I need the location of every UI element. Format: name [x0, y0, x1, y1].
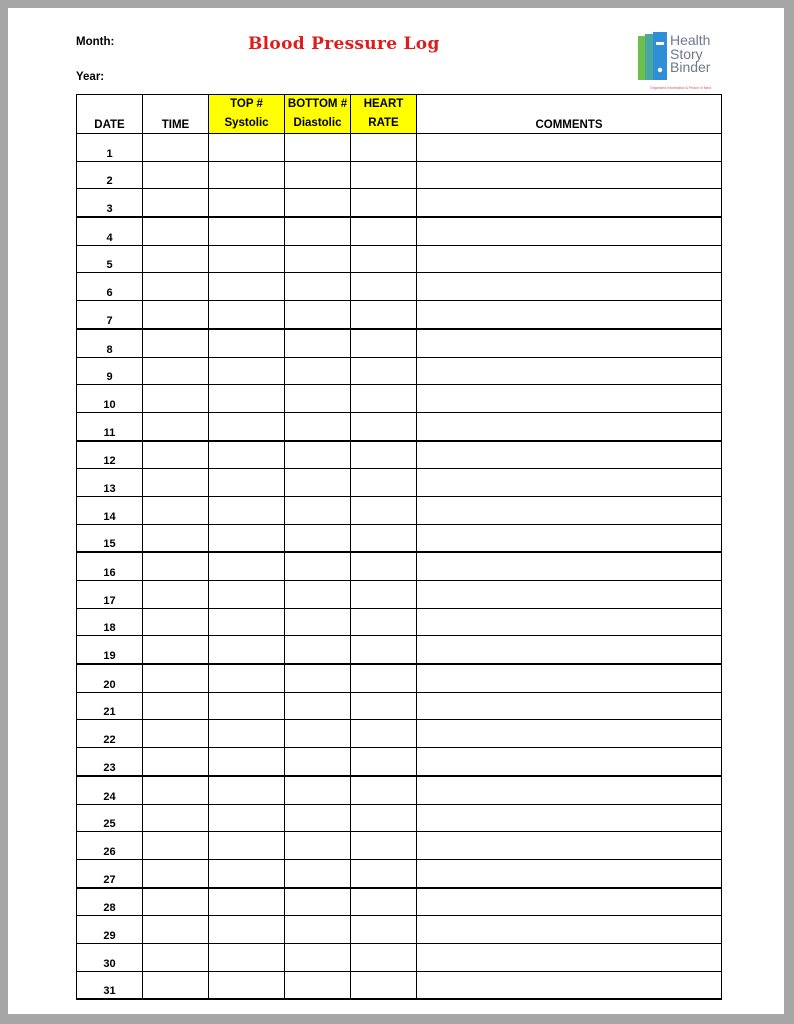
- time-cell[interactable]: [143, 720, 209, 748]
- logo-line-health: Health: [670, 32, 711, 48]
- table-row: [77, 329, 722, 357]
- diastolic-cell[interactable]: [285, 217, 351, 245]
- heart-rate-cell[interactable]: [351, 496, 417, 524]
- comments-cell[interactable]: [417, 943, 722, 971]
- comments-cell[interactable]: [417, 552, 722, 580]
- date-cell: 20: [77, 664, 143, 692]
- col-header-comments: COMMENTS: [417, 95, 722, 134]
- time-cell[interactable]: [143, 832, 209, 860]
- date-cell: 11: [77, 412, 143, 440]
- heart-rate-cell[interactable]: [351, 385, 417, 413]
- diastolic-cell[interactable]: [285, 301, 351, 329]
- diastolic-cell[interactable]: [285, 469, 351, 497]
- comments-cell[interactable]: [417, 832, 722, 860]
- date-cell: 24: [77, 776, 143, 804]
- heart-rate-cell[interactable]: [351, 664, 417, 692]
- heart-rate-cell[interactable]: [351, 943, 417, 971]
- table-row: [77, 412, 722, 440]
- heart-rate-cell[interactable]: [351, 301, 417, 329]
- diastolic-cell[interactable]: [285, 859, 351, 887]
- systolic-cell[interactable]: [209, 692, 285, 720]
- table-row: [77, 357, 722, 385]
- heart-rate-cell[interactable]: [351, 161, 417, 189]
- date-cell: 16: [77, 552, 143, 580]
- systolic-cell[interactable]: [209, 581, 285, 609]
- diastolic-cell[interactable]: [285, 888, 351, 916]
- date-cell: 15: [77, 524, 143, 552]
- table-row: [77, 636, 722, 664]
- table-row: [77, 664, 722, 692]
- comments-cell[interactable]: [417, 412, 722, 440]
- time-cell[interactable]: [143, 664, 209, 692]
- systolic-cell[interactable]: [209, 273, 285, 301]
- table-row: [77, 581, 722, 609]
- heart-rate-cell[interactable]: [351, 273, 417, 301]
- heart-rate-cell[interactable]: [351, 916, 417, 944]
- date-cell: 13: [77, 469, 143, 497]
- table-row: [77, 189, 722, 217]
- heart-rate-cell[interactable]: [351, 971, 417, 999]
- date-cell: 8: [77, 329, 143, 357]
- comments-cell[interactable]: [417, 134, 722, 162]
- diastolic-cell[interactable]: [285, 524, 351, 552]
- comments-cell[interactable]: [417, 859, 722, 887]
- comments-cell[interactable]: [417, 329, 722, 357]
- heart-rate-cell[interactable]: [351, 524, 417, 552]
- table-row: [77, 804, 722, 832]
- table-row: [77, 943, 722, 971]
- table-row: [77, 469, 722, 497]
- comments-cell[interactable]: [417, 888, 722, 916]
- time-cell[interactable]: [143, 161, 209, 189]
- col-header-systolic: TOP # Systolic: [209, 95, 285, 134]
- log-page: [8, 8, 784, 1014]
- time-cell[interactable]: [143, 245, 209, 273]
- heart-rate-cell[interactable]: [351, 692, 417, 720]
- comments-cell[interactable]: [417, 357, 722, 385]
- diastolic-cell[interactable]: [285, 357, 351, 385]
- heart-rate-cell[interactable]: [351, 832, 417, 860]
- systolic-cell[interactable]: [209, 971, 285, 999]
- table-row: [77, 748, 722, 776]
- diastolic-cell[interactable]: [285, 916, 351, 944]
- heart-rate-cell[interactable]: [351, 859, 417, 887]
- heart-rate-cell[interactable]: [351, 636, 417, 664]
- table-row: [77, 971, 722, 999]
- table-row: [77, 273, 722, 301]
- diastolic-cell[interactable]: [285, 748, 351, 776]
- date-cell: 17: [77, 581, 143, 609]
- heart-rate-cell[interactable]: [351, 245, 417, 273]
- time-cell[interactable]: [143, 134, 209, 162]
- table-row: [77, 496, 722, 524]
- comments-cell[interactable]: [417, 692, 722, 720]
- comments-cell[interactable]: [417, 441, 722, 469]
- diastolic-cell[interactable]: [285, 245, 351, 273]
- systolic-cell[interactable]: [209, 636, 285, 664]
- date-cell: 19: [77, 636, 143, 664]
- month-label: Month:: [76, 36, 115, 48]
- table-row: [77, 385, 722, 413]
- diastolic-cell[interactable]: [285, 832, 351, 860]
- diastolic-cell[interactable]: [285, 804, 351, 832]
- systolic-cell[interactable]: [209, 664, 285, 692]
- systolic-cell[interactable]: [209, 357, 285, 385]
- table-header-row: [77, 95, 722, 134]
- table-row: [77, 552, 722, 580]
- comments-cell[interactable]: [417, 971, 722, 999]
- date-cell: 4: [77, 217, 143, 245]
- heart-rate-cell[interactable]: [351, 357, 417, 385]
- systolic-cell[interactable]: [209, 496, 285, 524]
- table-row: [77, 608, 722, 636]
- table-row: [77, 776, 722, 804]
- logo-wordmark: [670, 34, 710, 75]
- date-cell: 27: [77, 859, 143, 887]
- table-row: [77, 832, 722, 860]
- heart-rate-cell[interactable]: [351, 581, 417, 609]
- table-row: [77, 217, 722, 245]
- table-row: [77, 720, 722, 748]
- time-cell[interactable]: [143, 859, 209, 887]
- comments-cell[interactable]: [417, 301, 722, 329]
- table-body: [77, 134, 722, 1000]
- time-cell[interactable]: [143, 412, 209, 440]
- systolic-cell[interactable]: [209, 804, 285, 832]
- systolic-cell[interactable]: [209, 748, 285, 776]
- date-cell: 3: [77, 189, 143, 217]
- time-cell[interactable]: [143, 776, 209, 804]
- table-row: [77, 692, 722, 720]
- time-cell[interactable]: [143, 524, 209, 552]
- systolic-cell[interactable]: [209, 412, 285, 440]
- systolic-cell[interactable]: [209, 776, 285, 804]
- heart-rate-cell[interactable]: [351, 608, 417, 636]
- date-cell: 25: [77, 804, 143, 832]
- time-cell[interactable]: [143, 692, 209, 720]
- table-row: [77, 441, 722, 469]
- date-cell: 10: [77, 385, 143, 413]
- date-cell: 23: [77, 748, 143, 776]
- time-cell[interactable]: [143, 329, 209, 357]
- date-cell: 12: [77, 441, 143, 469]
- comments-cell[interactable]: [417, 748, 722, 776]
- systolic-cell[interactable]: [209, 916, 285, 944]
- time-cell[interactable]: [143, 804, 209, 832]
- date-cell: 6: [77, 273, 143, 301]
- table-row: [77, 524, 722, 552]
- page-title: Blood Pressure Log: [248, 34, 440, 54]
- comments-cell[interactable]: [417, 804, 722, 832]
- heart-rate-cell[interactable]: [351, 748, 417, 776]
- heart-rate-cell[interactable]: [351, 469, 417, 497]
- heart-rate-cell[interactable]: [351, 552, 417, 580]
- logo-line-story: Story: [670, 45, 703, 62]
- logo-line-binder: Binder: [670, 59, 711, 75]
- time-cell[interactable]: [143, 581, 209, 609]
- diastolic-cell[interactable]: [285, 134, 351, 162]
- date-cell: 22: [77, 720, 143, 748]
- systolic-cell[interactable]: [209, 245, 285, 273]
- diastolic-cell[interactable]: [285, 161, 351, 189]
- table-row: [77, 245, 722, 273]
- comments-cell[interactable]: [417, 385, 722, 413]
- time-cell[interactable]: [143, 385, 209, 413]
- systolic-cell[interactable]: [209, 189, 285, 217]
- comments-cell[interactable]: [417, 581, 722, 609]
- heart-rate-cell[interactable]: [351, 217, 417, 245]
- diastolic-cell[interactable]: [285, 664, 351, 692]
- diastolic-cell[interactable]: [285, 496, 351, 524]
- heart-rate-cell[interactable]: [351, 888, 417, 916]
- time-cell[interactable]: [143, 189, 209, 217]
- date-cell: 18: [77, 608, 143, 636]
- col-header-date: DATE: [77, 95, 143, 134]
- table-row: [77, 859, 722, 887]
- table-row: [77, 916, 722, 944]
- time-cell[interactable]: [143, 217, 209, 245]
- time-cell[interactable]: [143, 273, 209, 301]
- heart-rate-cell[interactable]: [351, 441, 417, 469]
- comments-cell[interactable]: [417, 189, 722, 217]
- diastolic-cell[interactable]: [285, 692, 351, 720]
- diastolic-cell[interactable]: [285, 412, 351, 440]
- diastolic-cell[interactable]: [285, 385, 351, 413]
- table-row: [77, 301, 722, 329]
- date-cell: 14: [77, 496, 143, 524]
- date-cell: 7: [77, 301, 143, 329]
- comments-cell[interactable]: [417, 720, 722, 748]
- systolic-cell[interactable]: [209, 552, 285, 580]
- comments-cell[interactable]: [417, 217, 722, 245]
- time-cell[interactable]: [143, 748, 209, 776]
- time-cell[interactable]: [143, 888, 209, 916]
- time-cell[interactable]: [143, 916, 209, 944]
- systolic-cell[interactable]: [209, 943, 285, 971]
- date-cell: 31: [77, 971, 143, 999]
- comments-cell[interactable]: [417, 776, 722, 804]
- systolic-cell[interactable]: [209, 217, 285, 245]
- heart-rate-cell[interactable]: [351, 776, 417, 804]
- health-story-binder-logo: [636, 32, 726, 96]
- time-cell[interactable]: [143, 636, 209, 664]
- diastolic-cell[interactable]: [285, 552, 351, 580]
- col-header-diastolic: BOTTOM # Diastolic: [285, 95, 351, 134]
- diastolic-cell[interactable]: [285, 189, 351, 217]
- date-cell: 21: [77, 692, 143, 720]
- systolic-cell[interactable]: [209, 859, 285, 887]
- heart-rate-cell[interactable]: [351, 412, 417, 440]
- systolic-cell[interactable]: [209, 469, 285, 497]
- systolic-cell[interactable]: [209, 608, 285, 636]
- date-cell: 1: [77, 134, 143, 162]
- comments-cell[interactable]: [417, 496, 722, 524]
- date-cell: 9: [77, 357, 143, 385]
- systolic-cell[interactable]: [209, 832, 285, 860]
- systolic-cell[interactable]: [209, 524, 285, 552]
- diastolic-cell[interactable]: [285, 776, 351, 804]
- diastolic-cell[interactable]: [285, 581, 351, 609]
- date-cell: 2: [77, 161, 143, 189]
- comments-cell[interactable]: [417, 245, 722, 273]
- col-header-time: TIME: [143, 95, 209, 134]
- time-cell[interactable]: [143, 608, 209, 636]
- systolic-cell[interactable]: [209, 441, 285, 469]
- time-cell[interactable]: [143, 971, 209, 999]
- comments-cell[interactable]: [417, 273, 722, 301]
- systolic-cell[interactable]: [209, 385, 285, 413]
- table-row: [77, 134, 722, 162]
- heart-rate-cell[interactable]: [351, 804, 417, 832]
- diastolic-cell[interactable]: [285, 720, 351, 748]
- date-cell: 30: [77, 943, 143, 971]
- systolic-cell[interactable]: [209, 329, 285, 357]
- date-cell: 26: [77, 832, 143, 860]
- time-cell[interactable]: [143, 357, 209, 385]
- diastolic-cell[interactable]: [285, 943, 351, 971]
- date-cell: 29: [77, 916, 143, 944]
- diastolic-cell[interactable]: [285, 329, 351, 357]
- comments-cell[interactable]: [417, 916, 722, 944]
- time-cell[interactable]: [143, 496, 209, 524]
- comments-cell[interactable]: [417, 469, 722, 497]
- time-cell[interactable]: [143, 552, 209, 580]
- systolic-cell[interactable]: [209, 720, 285, 748]
- heart-rate-cell[interactable]: [351, 720, 417, 748]
- time-cell[interactable]: [143, 943, 209, 971]
- comments-cell[interactable]: [417, 161, 722, 189]
- diastolic-cell[interactable]: [285, 636, 351, 664]
- heart-rate-cell[interactable]: [351, 329, 417, 357]
- systolic-cell[interactable]: [209, 888, 285, 916]
- diastolic-cell[interactable]: [285, 971, 351, 999]
- comments-cell[interactable]: [417, 524, 722, 552]
- time-cell[interactable]: [143, 469, 209, 497]
- systolic-cell[interactable]: [209, 134, 285, 162]
- table-row: [77, 161, 722, 189]
- heart-rate-cell[interactable]: [351, 134, 417, 162]
- year-label: Year:: [76, 71, 105, 83]
- date-cell: 28: [77, 888, 143, 916]
- date-cell: 5: [77, 245, 143, 273]
- binder-icon: [636, 32, 670, 84]
- diastolic-cell[interactable]: [285, 441, 351, 469]
- comments-cell[interactable]: [417, 664, 722, 692]
- table-row: [77, 888, 722, 916]
- heart-rate-cell[interactable]: [351, 189, 417, 217]
- comments-cell[interactable]: [417, 636, 722, 664]
- diastolic-cell[interactable]: [285, 273, 351, 301]
- col-header-heart-rate: HEART RATE: [351, 95, 417, 134]
- comments-cell[interactable]: [417, 608, 722, 636]
- systolic-cell[interactable]: [209, 161, 285, 189]
- blood-pressure-table: [76, 94, 722, 1000]
- diastolic-cell[interactable]: [285, 608, 351, 636]
- time-cell[interactable]: [143, 441, 209, 469]
- systolic-cell[interactable]: [209, 301, 285, 329]
- logo-tagline: Organized Information & Peace of Mind: [650, 86, 712, 90]
- time-cell[interactable]: [143, 301, 209, 329]
